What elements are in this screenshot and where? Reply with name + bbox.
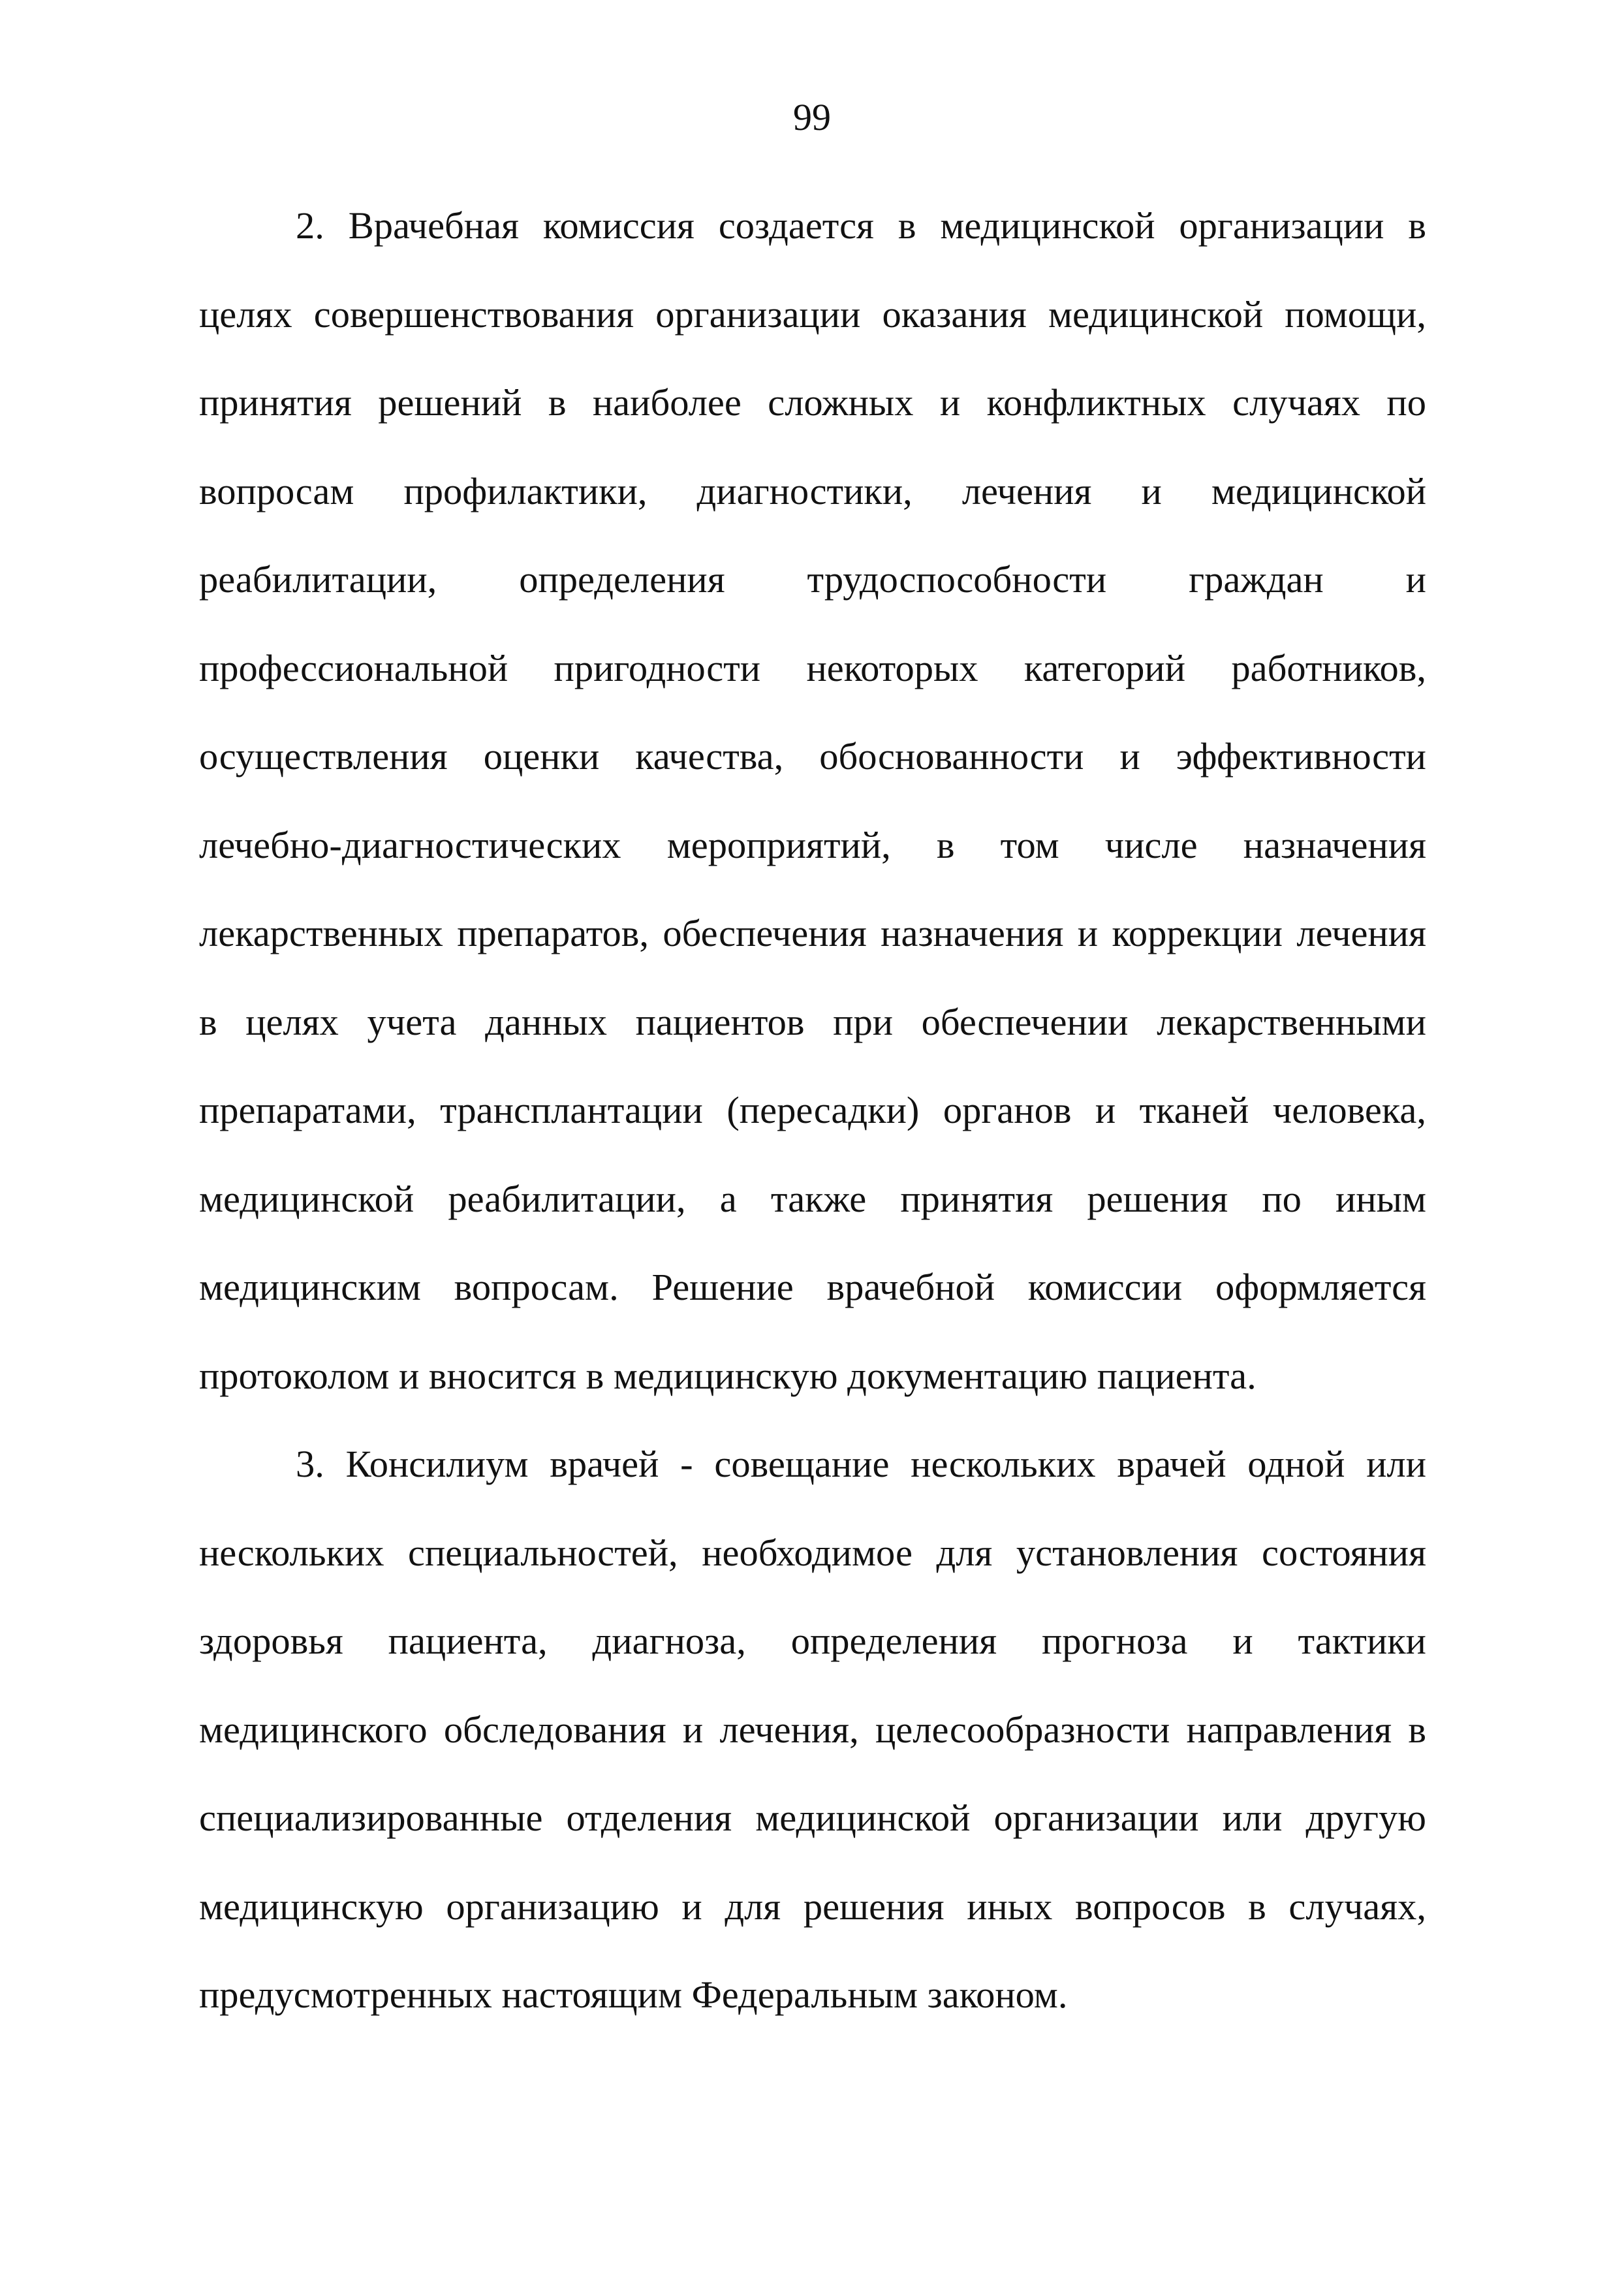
page-number: 99 bbox=[793, 96, 831, 138]
paragraph-doctors-consilium: 3. Консилиум врачей - совещание нескольких врачей одной или нескольких специальностей, необходимое для установления состояния здоровья пациента, диагноза, определения прогноза и тактики медицинского обследования и лечения, целесообразности направления в специализированные отделения медицинской организации или другую медицинскую организацию и для решения иных вопросов в случаях, предусмотренных настоящим Федеральным законом. bbox=[199, 1443, 1426, 2016]
paragraph-medical-commission: 2. Врачебная комиссия создается в медицинской организации в целях совершенствования организации оказания медицинской помощи, принятия решений в наиболее сложных и конфликтных случаях по вопросам профилактики, диагностики, лечения и медицинской реабилитации, определения трудоспособности граждан и профессиональной пригодности некоторых категорий работников, осуществления оценки качества, обоснованности и эффективности лечебно-диагностических мероприятий, в том числе назначения лекарственных препаратов, обеспечения назначения и коррекции лечения в целях учета данных пациентов при обеспечении лекарственными препаратами, трансплантации (пересадки) органов и тканей человека, медицинской реабилитации, а также принятия решения по иным медицинским вопросам. Решение врачебной комиссии оформляется протоколом и вносится в медицинскую документацию пациента. bbox=[199, 204, 1426, 1397]
document-body bbox=[199, 181, 1426, 2039]
